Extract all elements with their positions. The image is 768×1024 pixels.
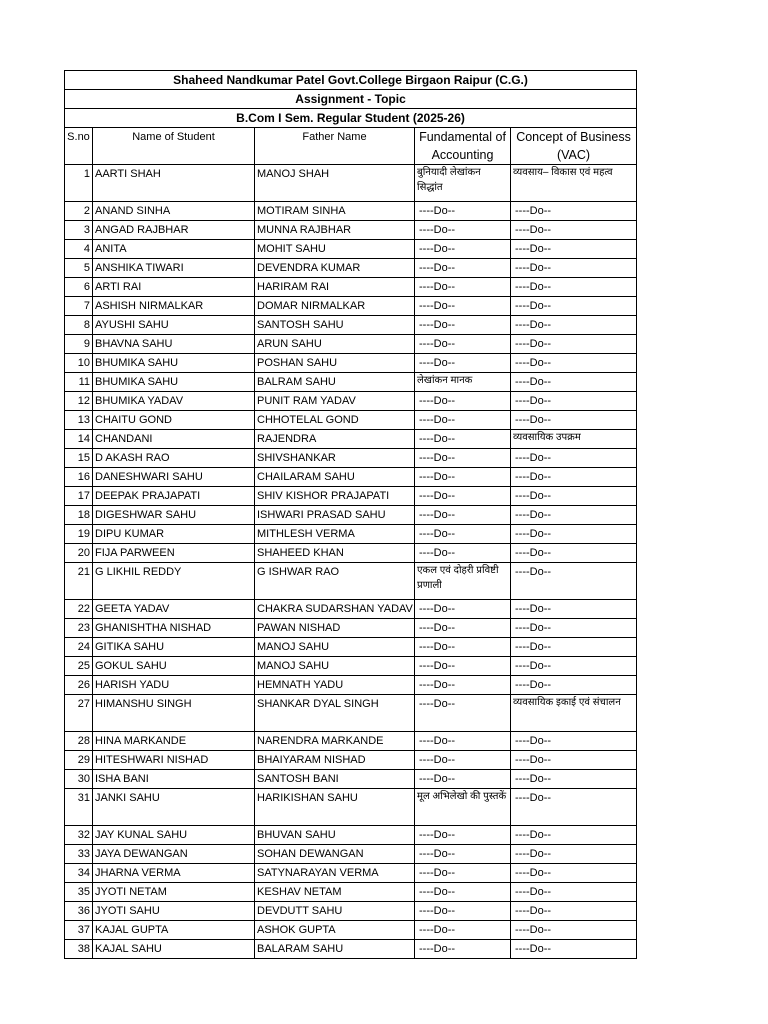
- business-topic-cell: ----Do--: [511, 221, 637, 240]
- father-name-cell: ASHOK GUPTA: [255, 921, 415, 940]
- accounting-topic-cell: ----Do--: [415, 619, 511, 638]
- accounting-topic-cell: मूल अभिलेखो की पुस्तकें: [415, 789, 511, 826]
- student-name-cell: DEEPAK PRAJAPATI: [93, 487, 255, 506]
- table-row: [65, 240, 637, 259]
- sno-cell: 25: [65, 657, 93, 676]
- accounting-topic-cell: ----Do--: [415, 695, 511, 732]
- business-topic-cell: ----Do--: [511, 468, 637, 487]
- student-name-cell: JAYA DEWANGAN: [93, 845, 255, 864]
- accounting-topic-cell: ----Do--: [415, 202, 511, 221]
- college-title: Shaheed Nandkumar Patel Govt.College Birgaon Raipur (C.G.): [65, 71, 637, 90]
- sno-cell: 4: [65, 240, 93, 259]
- business-topic-cell: ----Do--: [511, 449, 637, 468]
- father-name-cell: CHAKRA SUDARSHAN YADAV: [255, 600, 415, 619]
- accounting-topic-cell: ----Do--: [415, 732, 511, 751]
- business-topic-cell: ----Do--: [511, 297, 637, 316]
- table-row: [65, 165, 637, 202]
- student-name-cell: CHANDANI: [93, 430, 255, 449]
- business-topic-cell: ----Do--: [511, 751, 637, 770]
- sno-cell: 5: [65, 259, 93, 278]
- student-name-cell: G LIKHIL REDDY: [93, 563, 255, 600]
- student-name-cell: GEETA YADAV: [93, 600, 255, 619]
- business-topic-cell: ----Do--: [511, 845, 637, 864]
- table-row: [65, 789, 637, 826]
- student-name-cell: JHARNA VERMA: [93, 864, 255, 883]
- table-row: [65, 544, 637, 563]
- table-row: [65, 883, 637, 902]
- sno-cell: 35: [65, 883, 93, 902]
- sno-cell: 18: [65, 506, 93, 525]
- business-topic-cell: ----Do--: [511, 392, 637, 411]
- accounting-topic-cell: ----Do--: [415, 506, 511, 525]
- student-name-cell: HARISH YADU: [93, 676, 255, 695]
- father-name-cell: NARENDRA MARKANDE: [255, 732, 415, 751]
- business-topic-cell: ----Do--: [511, 770, 637, 789]
- father-name-cell: HEMNATH YADU: [255, 676, 415, 695]
- student-name-cell: DANESHWARI SAHU: [93, 468, 255, 487]
- table-row: [65, 487, 637, 506]
- student-name-cell: AYUSHI SAHU: [93, 316, 255, 335]
- father-name-cell: MANOJ SHAH: [255, 165, 415, 202]
- business-topic-cell: ----Do--: [511, 638, 637, 657]
- business-topic-cell: ----Do--: [511, 563, 637, 600]
- table-row: [65, 657, 637, 676]
- accounting-topic-cell: ----Do--: [415, 449, 511, 468]
- accounting-topic-cell: एकल एवं दोहरी प्रविष्टी प्रणाली: [415, 563, 511, 600]
- student-name-cell: AARTI SHAH: [93, 165, 255, 202]
- student-name-cell: DIGESHWAR SAHU: [93, 506, 255, 525]
- business-topic-cell: ----Do--: [511, 732, 637, 751]
- father-name-cell: BHAIYARAM NISHAD: [255, 751, 415, 770]
- sno-cell: 10: [65, 354, 93, 373]
- sno-cell: 38: [65, 940, 93, 959]
- accounting-topic-cell: बुनियादी लेखांकन सिद्धांत: [415, 165, 511, 202]
- student-name-cell: JAY KUNAL SAHU: [93, 826, 255, 845]
- father-name-cell: ARUN SAHU: [255, 335, 415, 354]
- father-name-cell: MUNNA RAJBHAR: [255, 221, 415, 240]
- business-topic-cell: ----Do--: [511, 525, 637, 544]
- father-name-cell: BALRAM SAHU: [255, 373, 415, 392]
- table-row: [65, 506, 637, 525]
- sno-cell: 27: [65, 695, 93, 732]
- father-name-cell: SHIVSHANKAR: [255, 449, 415, 468]
- accounting-topic-cell: ----Do--: [415, 411, 511, 430]
- table-row: [65, 525, 637, 544]
- sno-cell: 7: [65, 297, 93, 316]
- student-name-cell: GOKUL SAHU: [93, 657, 255, 676]
- business-topic-cell: ----Do--: [511, 883, 637, 902]
- student-name-cell: ANITA: [93, 240, 255, 259]
- father-name-cell: HARIRAM RAI: [255, 278, 415, 297]
- business-topic-cell: ----Do--: [511, 278, 637, 297]
- business-topic-cell: ----Do--: [511, 789, 637, 826]
- father-name-cell: DEVDUTT SAHU: [255, 902, 415, 921]
- father-name-cell: SATYNARAYAN VERMA: [255, 864, 415, 883]
- sno-cell: 24: [65, 638, 93, 657]
- table-row: [65, 468, 637, 487]
- father-name-cell: BHUVAN SAHU: [255, 826, 415, 845]
- table-row: [65, 563, 637, 600]
- student-name-cell: BHUMIKA SAHU: [93, 354, 255, 373]
- col-father-header: Father Name: [255, 128, 415, 165]
- accounting-topic-cell: ----Do--: [415, 864, 511, 883]
- student-name-cell: GITIKA SAHU: [93, 638, 255, 657]
- table-row: [65, 373, 637, 392]
- sno-cell: 26: [65, 676, 93, 695]
- business-topic-cell: ----Do--: [511, 826, 637, 845]
- business-topic-cell: ----Do--: [511, 487, 637, 506]
- sno-cell: 17: [65, 487, 93, 506]
- accounting-topic-cell: ----Do--: [415, 751, 511, 770]
- business-topic-cell: ----Do--: [511, 259, 637, 278]
- table-row: [65, 732, 637, 751]
- table-row: [65, 202, 637, 221]
- table-row: [65, 695, 637, 732]
- sno-cell: 33: [65, 845, 93, 864]
- accounting-topic-cell: ----Do--: [415, 883, 511, 902]
- father-name-cell: MANOJ SAHU: [255, 638, 415, 657]
- father-name-cell: PAWAN NISHAD: [255, 619, 415, 638]
- student-name-cell: D AKASH RAO: [93, 449, 255, 468]
- father-name-cell: MOHIT SAHU: [255, 240, 415, 259]
- table-row: [65, 770, 637, 789]
- table-row: [65, 600, 637, 619]
- student-name-cell: KAJAL GUPTA: [93, 921, 255, 940]
- accounting-topic-cell: ----Do--: [415, 297, 511, 316]
- business-topic-cell: ----Do--: [511, 600, 637, 619]
- col-name-header: Name of Student: [93, 128, 255, 165]
- sno-cell: 20: [65, 544, 93, 563]
- accounting-topic-cell: ----Do--: [415, 826, 511, 845]
- sno-cell: 13: [65, 411, 93, 430]
- table-row: [65, 316, 637, 335]
- father-name-cell: CHAILARAM SAHU: [255, 468, 415, 487]
- student-name-cell: ANSHIKA TIWARI: [93, 259, 255, 278]
- accounting-topic-cell: ----Do--: [415, 278, 511, 297]
- student-name-cell: BHUMIKA YADAV: [93, 392, 255, 411]
- table-body: [65, 71, 637, 959]
- class-line: B.Com I Sem. Regular Student (2025-26): [65, 109, 637, 128]
- sno-cell: 21: [65, 563, 93, 600]
- sno-cell: 6: [65, 278, 93, 297]
- father-name-cell: SHAHEED KHAN: [255, 544, 415, 563]
- business-topic-cell: ----Do--: [511, 619, 637, 638]
- sno-cell: 37: [65, 921, 93, 940]
- accounting-topic-cell: ----Do--: [415, 240, 511, 259]
- father-name-cell: SHANKAR DYAL SINGH: [255, 695, 415, 732]
- father-name-cell: MITHLESH VERMA: [255, 525, 415, 544]
- business-topic-cell: ----Do--: [511, 902, 637, 921]
- table-row: [65, 638, 637, 657]
- student-name-cell: HINA MARKANDE: [93, 732, 255, 751]
- table-row: [65, 297, 637, 316]
- father-name-cell: SOHAN DEWANGAN: [255, 845, 415, 864]
- business-topic-cell: ----Do--: [511, 676, 637, 695]
- table-row: [65, 864, 637, 883]
- sno-cell: 30: [65, 770, 93, 789]
- table-row: [65, 411, 637, 430]
- student-name-cell: BHAVNA SAHU: [93, 335, 255, 354]
- sno-cell: 31: [65, 789, 93, 826]
- business-topic-cell: व्यवसायिक उपक्रम: [511, 430, 637, 449]
- table-row: [65, 676, 637, 695]
- father-name-cell: PUNIT RAM YADAV: [255, 392, 415, 411]
- sno-cell: 9: [65, 335, 93, 354]
- father-name-cell: POSHAN SAHU: [255, 354, 415, 373]
- sno-cell: 29: [65, 751, 93, 770]
- student-name-cell: ASHISH NIRMALKAR: [93, 297, 255, 316]
- business-topic-cell: ----Do--: [511, 940, 637, 959]
- accounting-topic-cell: ----Do--: [415, 468, 511, 487]
- sno-cell: 19: [65, 525, 93, 544]
- student-name-cell: HIMANSHU SINGH: [93, 695, 255, 732]
- father-name-cell: HARIKISHAN SAHU: [255, 789, 415, 826]
- sno-cell: 23: [65, 619, 93, 638]
- business-topic-cell: ----Do--: [511, 373, 637, 392]
- table-row: [65, 826, 637, 845]
- sno-cell: 14: [65, 430, 93, 449]
- accounting-topic-cell: ----Do--: [415, 902, 511, 921]
- sno-cell: 15: [65, 449, 93, 468]
- business-topic-cell: ----Do--: [511, 316, 637, 335]
- business-topic-cell: ----Do--: [511, 921, 637, 940]
- student-name-cell: ANGAD RAJBHAR: [93, 221, 255, 240]
- col-sno-header: S.no: [65, 128, 93, 165]
- accounting-topic-cell: ----Do--: [415, 316, 511, 335]
- col-fa-header: Fundamental of Accounting: [415, 128, 511, 165]
- accounting-topic-cell: ----Do--: [415, 600, 511, 619]
- table-row: [65, 751, 637, 770]
- father-name-cell: SANTOSH SAHU: [255, 316, 415, 335]
- table-row: [65, 940, 637, 959]
- accounting-topic-cell: ----Do--: [415, 921, 511, 940]
- student-name-cell: JYOTI NETAM: [93, 883, 255, 902]
- sno-cell: 32: [65, 826, 93, 845]
- father-name-cell: ISHWARI PRASAD SAHU: [255, 506, 415, 525]
- accounting-topic-cell: ----Do--: [415, 259, 511, 278]
- accounting-topic-cell: ----Do--: [415, 430, 511, 449]
- father-name-cell: SHIV KISHOR PRAJAPATI: [255, 487, 415, 506]
- student-name-cell: ISHA BANI: [93, 770, 255, 789]
- accounting-topic-cell: ----Do--: [415, 638, 511, 657]
- table-row: [65, 619, 637, 638]
- student-name-cell: ANAND SINHA: [93, 202, 255, 221]
- assignment-subtitle: Assignment - Topic: [65, 90, 637, 109]
- father-name-cell: BALARAM SAHU: [255, 940, 415, 959]
- table-row: [65, 921, 637, 940]
- business-topic-cell: ----Do--: [511, 657, 637, 676]
- accounting-topic-cell: ----Do--: [415, 845, 511, 864]
- assignment-table: [64, 70, 637, 959]
- business-topic-cell: व्यवसायिक इकाई एवं संचालन: [511, 695, 637, 732]
- father-name-cell: CHHOTELAL GOND: [255, 411, 415, 430]
- sno-cell: 2: [65, 202, 93, 221]
- student-name-cell: CHAITU GOND: [93, 411, 255, 430]
- student-name-cell: HITESHWARI NISHAD: [93, 751, 255, 770]
- student-name-cell: FIJA PARWEEN: [93, 544, 255, 563]
- sno-cell: 12: [65, 392, 93, 411]
- sno-cell: 8: [65, 316, 93, 335]
- business-topic-cell: ----Do--: [511, 544, 637, 563]
- father-name-cell: MOTIRAM SINHA: [255, 202, 415, 221]
- table-row: [65, 449, 637, 468]
- business-topic-cell: ----Do--: [511, 354, 637, 373]
- table-row: [65, 902, 637, 921]
- accounting-topic-cell: ----Do--: [415, 770, 511, 789]
- sno-cell: 1: [65, 165, 93, 202]
- sno-cell: 22: [65, 600, 93, 619]
- col-cob-header: Concept of Business (VAC): [511, 128, 637, 165]
- accounting-topic-cell: लेखांकन मानक: [415, 373, 511, 392]
- accounting-topic-cell: ----Do--: [415, 676, 511, 695]
- father-name-cell: SANTOSH BANI: [255, 770, 415, 789]
- student-name-cell: ARTI RAI: [93, 278, 255, 297]
- table-row: [65, 278, 637, 297]
- accounting-topic-cell: ----Do--: [415, 940, 511, 959]
- business-topic-cell: ----Do--: [511, 506, 637, 525]
- table-row: [65, 430, 637, 449]
- father-name-cell: RAJENDRA: [255, 430, 415, 449]
- sno-cell: 11: [65, 373, 93, 392]
- sno-cell: 28: [65, 732, 93, 751]
- accounting-topic-cell: ----Do--: [415, 487, 511, 506]
- father-name-cell: DOMAR NIRMALKAR: [255, 297, 415, 316]
- student-name-cell: JYOTI SAHU: [93, 902, 255, 921]
- father-name-cell: KESHAV NETAM: [255, 883, 415, 902]
- student-name-cell: JANKI SAHU: [93, 789, 255, 826]
- accounting-topic-cell: ----Do--: [415, 354, 511, 373]
- father-name-cell: DEVENDRA KUMAR: [255, 259, 415, 278]
- student-name-cell: DIPU KUMAR: [93, 525, 255, 544]
- business-topic-cell: ----Do--: [511, 202, 637, 221]
- table-row: [65, 259, 637, 278]
- student-name-cell: KAJAL SAHU: [93, 940, 255, 959]
- accounting-topic-cell: ----Do--: [415, 525, 511, 544]
- accounting-topic-cell: ----Do--: [415, 335, 511, 354]
- sno-cell: 16: [65, 468, 93, 487]
- father-name-cell: G ISHWAR RAO: [255, 563, 415, 600]
- accounting-topic-cell: ----Do--: [415, 221, 511, 240]
- business-topic-cell: ----Do--: [511, 864, 637, 883]
- student-name-cell: GHANISHTHA NISHAD: [93, 619, 255, 638]
- table-row: [65, 354, 637, 373]
- business-topic-cell: ----Do--: [511, 335, 637, 354]
- business-topic-cell: व्यवसाय– विकास एवं महत्व: [511, 165, 637, 202]
- sno-cell: 34: [65, 864, 93, 883]
- table-row: [65, 335, 637, 354]
- table-row: [65, 221, 637, 240]
- student-name-cell: BHUMIKA SAHU: [93, 373, 255, 392]
- father-name-cell: MANOJ SAHU: [255, 657, 415, 676]
- accounting-topic-cell: ----Do--: [415, 392, 511, 411]
- table-row: [65, 845, 637, 864]
- table-row: [65, 392, 637, 411]
- accounting-topic-cell: ----Do--: [415, 657, 511, 676]
- business-topic-cell: ----Do--: [511, 240, 637, 259]
- sno-cell: 3: [65, 221, 93, 240]
- business-topic-cell: ----Do--: [511, 411, 637, 430]
- sno-cell: 36: [65, 902, 93, 921]
- accounting-topic-cell: ----Do--: [415, 544, 511, 563]
